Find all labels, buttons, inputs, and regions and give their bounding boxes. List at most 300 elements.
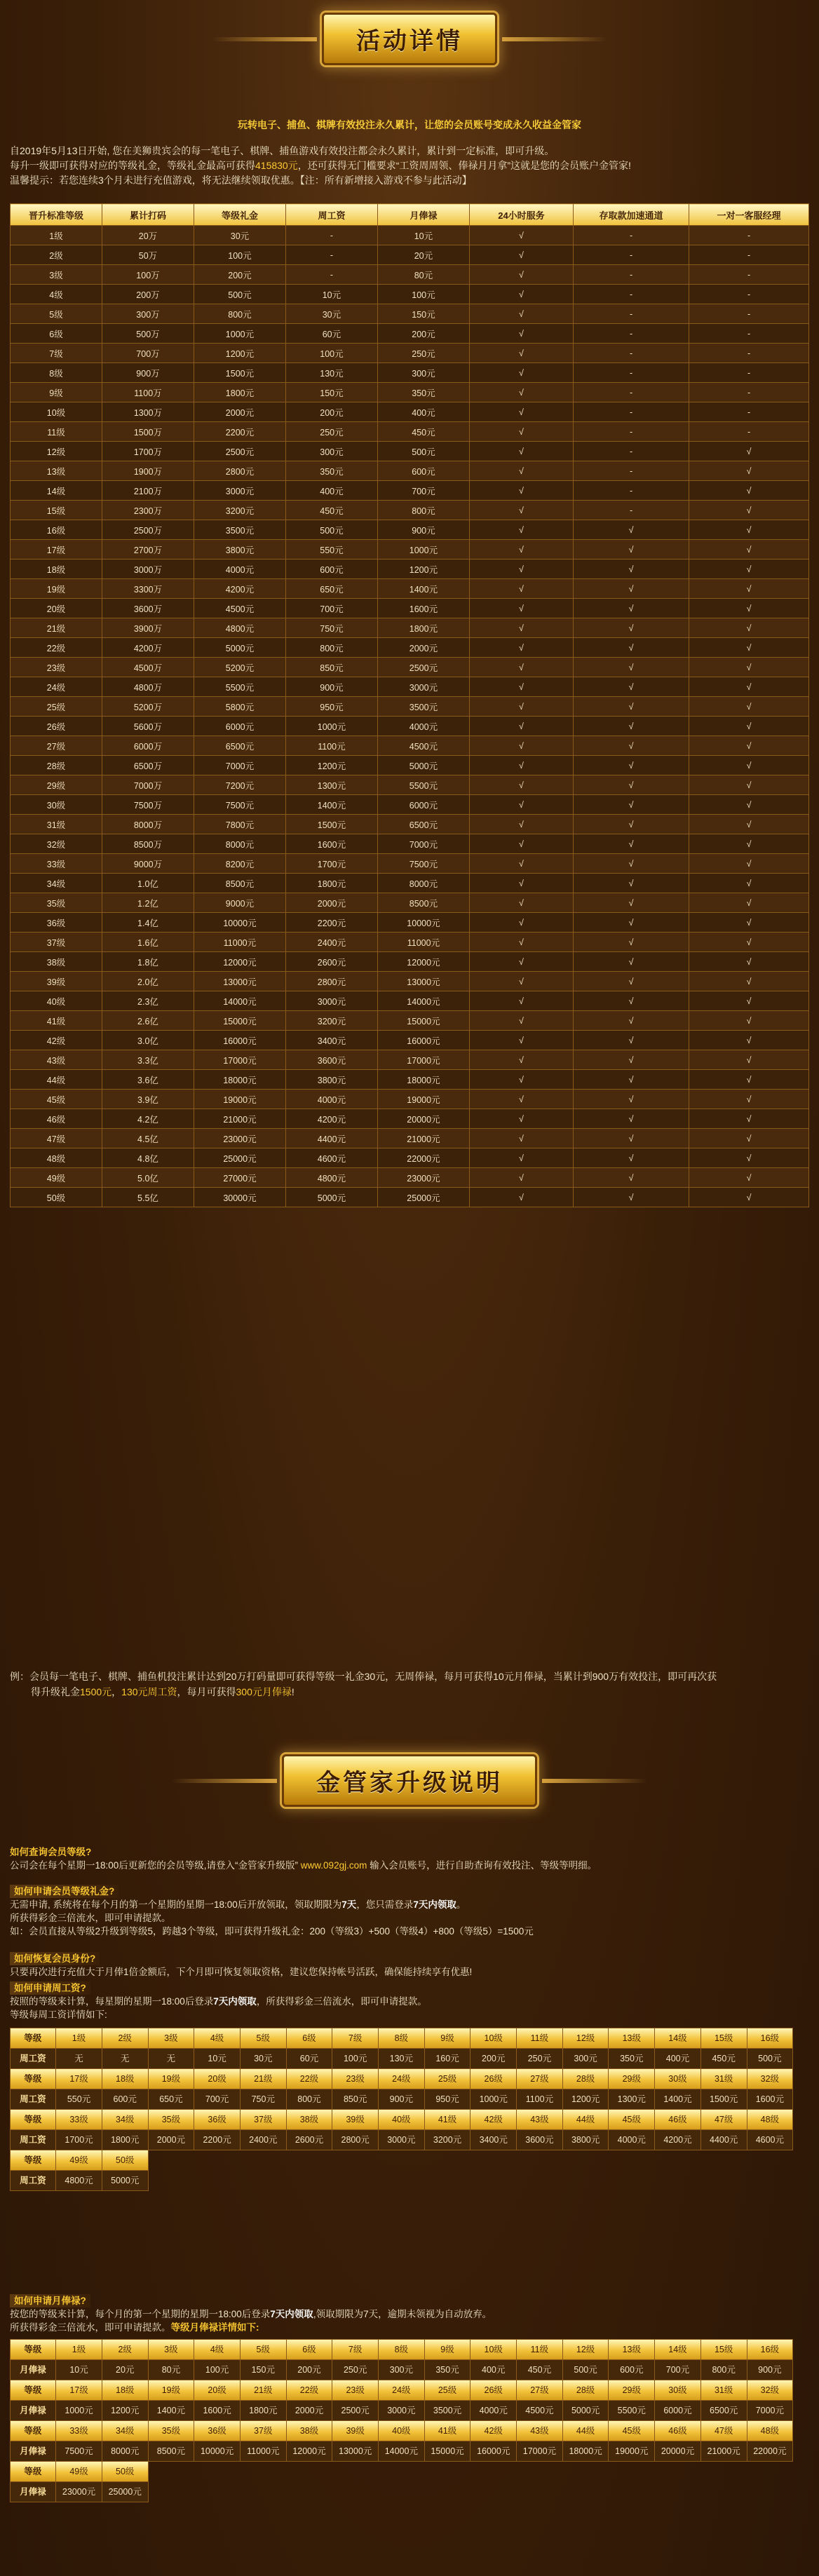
table-cell: 5500元 [194, 677, 285, 697]
grid-cell: 900元 [747, 2359, 794, 2380]
table-row [11, 383, 809, 402]
table-cell: √ [689, 874, 809, 893]
table-row [11, 658, 809, 677]
table-cell: 5000元 [377, 756, 469, 775]
grid-cell: 23级 [332, 2068, 379, 2089]
grid-cell: 45级 [608, 2109, 655, 2130]
table-cell: 3.6亿 [102, 1070, 194, 1090]
grid-cell: 50级 [102, 2461, 149, 2482]
table-cell: 2100万 [102, 481, 194, 501]
table-cell: 150元 [377, 304, 469, 324]
table-row [11, 834, 809, 854]
table-cell: 2300万 [102, 501, 194, 520]
table-cell: 1800元 [377, 618, 469, 638]
table-cell: 1200元 [194, 344, 285, 363]
table-cell: 5800元 [194, 697, 285, 717]
table-cell: 18000元 [194, 1070, 285, 1090]
grid-cell: 2200元 [194, 2129, 241, 2150]
table-cell: √ [689, 599, 809, 618]
grid-cell: 42级 [470, 2420, 517, 2441]
table-cell: 9级 [11, 383, 102, 402]
grid-cell: 1800元 [240, 2400, 287, 2421]
activity-title-plate [322, 13, 497, 65]
activity-title: 活动详情 [356, 27, 463, 55]
grid-cell: 无 [148, 2048, 195, 2069]
table-row [11, 599, 809, 618]
table-cell: 4200元 [194, 579, 285, 599]
table-row [11, 1188, 809, 1207]
grid-cell: 33级 [55, 2420, 102, 2441]
table-cell: 39级 [11, 972, 102, 991]
table-cell: 10000元 [194, 913, 285, 933]
faq-answer-text: 输入会员账号，进行自助查询有效投注、等级等明细。 [370, 1860, 597, 1871]
table-cell: 60元 [285, 324, 377, 344]
grid-value-row [10, 2048, 809, 2068]
grid-cell: 700元 [194, 2089, 241, 2110]
table-row [11, 1011, 809, 1031]
table-cell: 700元 [377, 481, 469, 501]
table-row [11, 501, 809, 520]
table-cell: 28级 [11, 756, 102, 775]
column-header: 累计打码 [102, 204, 194, 226]
table-cell: 1200元 [285, 756, 377, 775]
grid-cell: 10元 [194, 2048, 241, 2069]
table-cell: 38级 [11, 952, 102, 972]
grid-cell: 32级 [747, 2068, 794, 2089]
grid-cell: 4200元 [654, 2129, 701, 2150]
table-cell: √ [689, 893, 809, 913]
faq-weekly [10, 1981, 809, 2021]
table-cell: 8500元 [194, 874, 285, 893]
grid-cell: 6级 [286, 2339, 333, 2360]
grid-row-label: 等级 [10, 2028, 57, 2049]
table-cell: √ [469, 402, 573, 422]
grid-cell: 25级 [424, 2068, 471, 2089]
table-cell: √ [469, 1011, 573, 1031]
faq-question: 如何查询会员等级? [10, 1847, 92, 1857]
grid-cell: 19级 [148, 2380, 195, 2401]
table-cell: √ [469, 461, 573, 481]
table-cell: 3200元 [194, 501, 285, 520]
grid-cell: 35级 [148, 2109, 195, 2130]
grid-cell: 100元 [194, 2359, 241, 2380]
grid-cell: 3200元 [424, 2129, 471, 2150]
table-cell: - [573, 245, 689, 265]
table-cell: 30元 [194, 226, 285, 245]
grid-cell: 17000元 [516, 2441, 563, 2462]
table-cell: 25000元 [194, 1148, 285, 1168]
table-cell: 1800元 [194, 383, 285, 402]
grid-row-label: 月俸禄 [10, 2400, 57, 2421]
table-cell: - [689, 285, 809, 304]
table-cell: 5000元 [285, 1188, 377, 1207]
table-cell: - [689, 324, 809, 344]
grid-level-row [10, 2420, 809, 2441]
intro-line-2 [10, 158, 809, 173]
table-cell: √ [573, 1031, 689, 1050]
table-cell: √ [573, 736, 689, 756]
grid-cell: 350元 [424, 2359, 471, 2380]
faq-answer-text: ，所获得彩金三倍流水，即可申请提款。 [256, 1996, 427, 2007]
table-cell: 2800元 [194, 461, 285, 481]
table-row [11, 579, 809, 599]
table-cell: 500元 [377, 442, 469, 461]
faq-answer-em: 7天内领取 [213, 1996, 257, 2007]
table-header-row [11, 204, 809, 226]
table-cell: 2400元 [285, 933, 377, 952]
grid-cell: 1600元 [194, 2400, 241, 2421]
grid-level-row [10, 2380, 809, 2400]
table-cell: 1700元 [285, 854, 377, 874]
table-cell: 47级 [11, 1129, 102, 1148]
faq-answer-text: 所获得彩金三倍流水，即可申请提款。 [10, 2322, 171, 2333]
table-cell: √ [573, 795, 689, 815]
column-header: 月俸禄 [377, 204, 469, 226]
grid-cell: 5500元 [608, 2400, 655, 2421]
grid-cell: 13级 [608, 2028, 655, 2049]
grid-cell: 39级 [332, 2109, 379, 2130]
grid-cell: 27级 [516, 2068, 563, 2089]
table-cell: √ [689, 756, 809, 775]
table-cell: √ [469, 442, 573, 461]
table-row [11, 461, 809, 481]
faq-answer-text: 等级每周工资详情如下: [10, 2009, 107, 2020]
faq-answer [10, 1898, 809, 1938]
grid-row-label: 等级 [10, 2420, 57, 2441]
table-cell: √ [573, 1070, 689, 1090]
grid-cell: 8500元 [148, 2441, 195, 2462]
table-cell: 12000元 [194, 952, 285, 972]
grid-cell: 38级 [286, 2420, 333, 2441]
table-cell: 1600元 [285, 834, 377, 854]
table-cell: 2500万 [102, 520, 194, 540]
table-cell: 600元 [377, 461, 469, 481]
table-cell: √ [689, 1050, 809, 1070]
table-cell: 6000万 [102, 736, 194, 756]
table-cell: √ [469, 677, 573, 697]
table-cell: 13000元 [377, 972, 469, 991]
table-cell: 4400元 [285, 1129, 377, 1148]
table-cell: √ [689, 736, 809, 756]
table-cell: - [573, 363, 689, 383]
table-cell: 22级 [11, 638, 102, 658]
table-cell: 23000元 [194, 1129, 285, 1148]
grid-row-label: 等级 [10, 2109, 57, 2130]
table-cell: √ [469, 1109, 573, 1129]
site-link[interactable]: www.092gj.com [300, 1860, 367, 1871]
grid-cell: 29级 [608, 2380, 655, 2401]
grid-cell: 130元 [378, 2048, 425, 2069]
table-cell: 300元 [377, 363, 469, 383]
grid-cell: 15级 [700, 2339, 747, 2360]
grid-cell: 22级 [286, 2068, 333, 2089]
table-cell: √ [573, 893, 689, 913]
table-row [11, 422, 809, 442]
table-cell: √ [573, 854, 689, 874]
table-cell: 1500万 [102, 422, 194, 442]
table-row [11, 1148, 809, 1168]
table-cell: 5.5亿 [102, 1188, 194, 1207]
grid-cell: 16级 [747, 2339, 794, 2360]
table-cell: √ [469, 599, 573, 618]
grid-cell: 17级 [55, 2068, 102, 2089]
table-cell: 10000元 [377, 913, 469, 933]
table-cell: √ [689, 520, 809, 540]
table-cell: 8200元 [194, 854, 285, 874]
table-cell: - [689, 344, 809, 363]
table-row [11, 933, 809, 952]
table-cell: 9000万 [102, 854, 194, 874]
grid-cell: 5级 [240, 2028, 287, 2049]
grid-cell: 37级 [240, 2420, 287, 2441]
grid-cell: 31级 [700, 2380, 747, 2401]
grid-cell: 150元 [240, 2359, 287, 2380]
grid-cell: 26级 [470, 2380, 517, 2401]
table-cell: 13级 [11, 461, 102, 481]
table-cell: 11000元 [377, 933, 469, 952]
table-cell: √ [689, 795, 809, 815]
table-cell: 1.6亿 [102, 933, 194, 952]
table-cell: 43级 [11, 1050, 102, 1070]
table-cell: 3000元 [377, 677, 469, 697]
table-cell: - [573, 481, 689, 501]
grid-row-label: 周工资 [10, 2129, 57, 2150]
grid-cell: 1200元 [562, 2089, 609, 2110]
table-row [11, 677, 809, 697]
grid-cell: 39级 [332, 2420, 379, 2441]
table-cell: √ [689, 1148, 809, 1168]
table-row [11, 245, 809, 265]
table-cell: 6500元 [377, 815, 469, 834]
table-cell: √ [469, 834, 573, 854]
table-cell: √ [689, 1070, 809, 1090]
table-row [11, 736, 809, 756]
table-cell: √ [469, 1070, 573, 1090]
grid-cell: 10元 [55, 2359, 102, 2380]
grid-cell: 30级 [654, 2068, 701, 2089]
table-cell: 450元 [377, 422, 469, 442]
faq-question: 如何申请周工资? [10, 1981, 90, 1995]
grid-cell: 11级 [516, 2028, 563, 2049]
grid-cell: 2级 [102, 2339, 149, 2360]
table-cell: 2000元 [194, 402, 285, 422]
table-row [11, 324, 809, 344]
table-cell: √ [469, 658, 573, 677]
grid-cell: 25级 [424, 2380, 471, 2401]
table-cell: 1100万 [102, 383, 194, 402]
table-cell: 19000元 [194, 1090, 285, 1109]
table-cell: 1400元 [377, 579, 469, 599]
grid-cell: 500元 [562, 2359, 609, 2380]
grid-cell: 300元 [562, 2048, 609, 2069]
table-cell: 32级 [11, 834, 102, 854]
grid-cell: 16000元 [470, 2441, 517, 2462]
table-cell: √ [469, 560, 573, 579]
table-row [11, 285, 809, 304]
table-cell: 80元 [377, 265, 469, 285]
column-header: 一对一客服经理 [689, 204, 809, 226]
table-cell: √ [469, 344, 573, 363]
table-cell: 1700万 [102, 442, 194, 461]
grid-cell: 300元 [378, 2359, 425, 2380]
grid-cell: 900元 [378, 2089, 425, 2110]
table-cell: 3.9亿 [102, 1090, 194, 1109]
table-cell: √ [469, 363, 573, 383]
table-cell: √ [573, 697, 689, 717]
table-cell: - [573, 383, 689, 402]
upgrade-banner [0, 1754, 819, 1807]
faq-restore [10, 1952, 809, 1979]
grid-cell: 17级 [55, 2380, 102, 2401]
table-row [11, 304, 809, 324]
table-cell: 6500万 [102, 756, 194, 775]
table-cell: - [689, 265, 809, 285]
table-cell: 200元 [194, 265, 285, 285]
table-cell: - [285, 245, 377, 265]
table-cell: √ [689, 1090, 809, 1109]
table-row [11, 1168, 809, 1188]
grid-cell: 1600元 [747, 2089, 794, 2110]
monthly-salary-grid [10, 2339, 809, 2502]
table-cell: - [573, 285, 689, 304]
grid-cell: 8000元 [102, 2441, 149, 2462]
table-cell: 45级 [11, 1090, 102, 1109]
table-cell: 9000元 [194, 893, 285, 913]
grid-cell: 38级 [286, 2109, 333, 2130]
grid-cell: 450元 [700, 2048, 747, 2069]
grid-cell: 无 [102, 2048, 149, 2069]
grid-row-label: 等级 [10, 2380, 57, 2401]
table-cell: 650元 [285, 579, 377, 599]
table-cell: √ [573, 717, 689, 736]
table-cell: 16000元 [194, 1031, 285, 1050]
table-cell: 2200元 [194, 422, 285, 442]
table-cell: 21000元 [194, 1109, 285, 1129]
table-cell: 29级 [11, 775, 102, 795]
table-cell: 4600元 [285, 1148, 377, 1168]
grid-cell: 3000元 [378, 2129, 425, 2150]
table-cell: 1.2亿 [102, 893, 194, 913]
vip-level-table [10, 203, 809, 1207]
table-row [11, 913, 809, 933]
table-cell: 46级 [11, 1109, 102, 1129]
grid-cell: 4500元 [516, 2400, 563, 2421]
table-cell: √ [573, 913, 689, 933]
grid-cell: 43级 [516, 2109, 563, 2130]
ornament-left [212, 37, 317, 41]
table-cell: 3400元 [285, 1031, 377, 1050]
table-cell: √ [689, 1129, 809, 1148]
table-cell: √ [469, 265, 573, 285]
grid-cell: 6000元 [654, 2400, 701, 2421]
table-cell: 700万 [102, 344, 194, 363]
grid-cell: 12000元 [286, 2441, 333, 2462]
grid-value-row [10, 2400, 809, 2420]
grid-row-label: 月俸禄 [10, 2359, 57, 2380]
table-cell: 1.4亿 [102, 913, 194, 933]
ornament-right [502, 37, 607, 41]
table-cell: √ [689, 677, 809, 697]
table-cell: √ [469, 1129, 573, 1148]
grid-level-row [10, 2461, 809, 2481]
example-bonus: 1500元 [80, 1686, 112, 1697]
table-cell: 21级 [11, 618, 102, 638]
table-row [11, 756, 809, 775]
table-cell: 25级 [11, 697, 102, 717]
table-cell: √ [573, 834, 689, 854]
table-cell: √ [469, 697, 573, 717]
table-cell: 800元 [377, 501, 469, 520]
grid-cell: 40级 [378, 2109, 425, 2130]
table-cell: √ [469, 795, 573, 815]
table-cell: 35级 [11, 893, 102, 913]
grid-cell: 3000元 [378, 2400, 425, 2421]
table-cell: 900元 [285, 677, 377, 697]
grid-cell: 250元 [332, 2359, 379, 2380]
table-cell: 1.0亿 [102, 874, 194, 893]
table-cell: 3600万 [102, 599, 194, 618]
table-cell: 700元 [285, 599, 377, 618]
table-cell: √ [469, 579, 573, 599]
grid-cell: 3800元 [562, 2129, 609, 2150]
table-cell: 40级 [11, 991, 102, 1011]
table-cell: √ [469, 717, 573, 736]
faq-answer-text: 无需申请, 系统将在每个月的第一个星期的星期一18:00后开放领取，领取期限为 [10, 1899, 342, 1910]
table-cell: 2.0亿 [102, 972, 194, 991]
grid-cell: 5000元 [102, 2170, 149, 2191]
table-cell: 4500元 [194, 599, 285, 618]
table-cell: - [573, 226, 689, 245]
grid-cell: 12级 [562, 2339, 609, 2360]
table-cell: 5500元 [377, 775, 469, 795]
table-cell: 18000元 [377, 1070, 469, 1090]
table-cell: 450元 [285, 501, 377, 520]
table-cell: 3300万 [102, 579, 194, 599]
table-cell: 2800元 [285, 972, 377, 991]
grid-cell: 2000元 [286, 2400, 333, 2421]
grid-row-label: 月俸禄 [10, 2481, 57, 2502]
table-cell: 800元 [194, 304, 285, 324]
table-cell: √ [573, 658, 689, 677]
table-cell: 8000元 [194, 834, 285, 854]
grid-cell: 50级 [102, 2150, 149, 2171]
table-cell: 15级 [11, 501, 102, 520]
table-cell: 11级 [11, 422, 102, 442]
grid-cell: 1300元 [608, 2089, 655, 2110]
grid-cell: 1400元 [148, 2400, 195, 2421]
table-cell: 25000元 [377, 1188, 469, 1207]
table-cell: √ [469, 1188, 573, 1207]
example-note [10, 1669, 809, 1700]
faq-query-level [10, 1845, 809, 1872]
table-cell: √ [573, 638, 689, 658]
table-cell: 300万 [102, 304, 194, 324]
table-row [11, 1050, 809, 1070]
table-cell: 26级 [11, 717, 102, 736]
table-cell: 22000元 [377, 1148, 469, 1168]
grid-cell: 18000元 [562, 2441, 609, 2462]
grid-cell: 2级 [102, 2028, 149, 2049]
table-cell: √ [469, 933, 573, 952]
table-cell: √ [573, 520, 689, 540]
table-row [11, 775, 809, 795]
activity-intro [10, 144, 809, 188]
table-cell: √ [573, 991, 689, 1011]
grid-cell: 8级 [378, 2028, 425, 2049]
grid-cell: 500元 [747, 2048, 794, 2069]
table-cell: √ [689, 658, 809, 677]
faq-question: 如何申请月俸禄? [10, 2294, 90, 2307]
